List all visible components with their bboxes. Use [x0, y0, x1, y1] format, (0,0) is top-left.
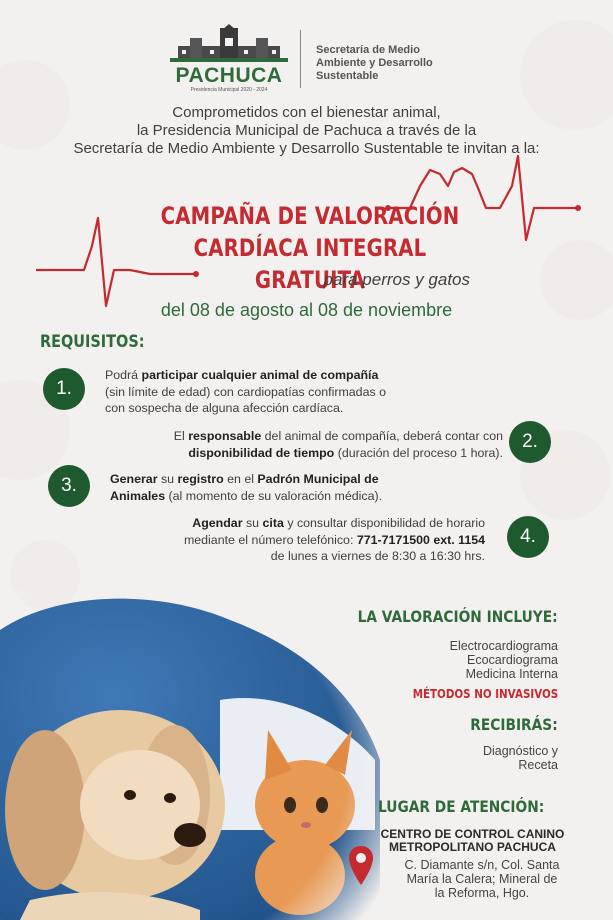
intro-line: Secretaría de Medio Ambiente y Desarrollo Sustentable te invitan a la:: [73, 140, 540, 157]
logo-department: [316, 44, 456, 83]
body-text: El: [173, 429, 189, 443]
emphasis-text: 771-7171500 ext. 1154: [356, 532, 485, 547]
location-name-line: METROPOLITANO PACHUCA: [389, 840, 556, 854]
body-text: su: [242, 516, 263, 530]
body-text: del animal de compañía, deberá contar con: [261, 429, 503, 443]
emphasis-text: Agendar: [192, 516, 243, 530]
requirements-heading: REQUISITOS:: [40, 332, 145, 352]
includes-list: [358, 639, 558, 681]
step-number: 1.: [43, 368, 85, 410]
requirement-item: [120, 515, 485, 565]
receive-heading: RECIBIRÁS:: [470, 715, 558, 734]
logo-divider: [300, 30, 301, 88]
includes-item: Medicina Interna: [465, 667, 558, 681]
dog-and-cat-photo: [0, 590, 380, 920]
step-number: 3.: [48, 465, 90, 507]
city-skyline-logo: [170, 24, 288, 64]
logo-city-name: PACHUCA: [175, 64, 283, 87]
emphasis-text: Generar: [110, 472, 158, 486]
campaign-title-line: CARDÍACA INTEGRAL GRATUITA: [193, 234, 427, 294]
logo-department-line: Secretaría de Medio: [316, 44, 420, 56]
emphasis-text: registro: [177, 472, 224, 486]
location-heading: LUGAR DE ATENCIÓN:: [378, 797, 545, 816]
includes-item: Electrocardiograma: [449, 639, 558, 653]
non-invasive-note: MÉTODOS NO INVASIVOS: [412, 687, 558, 701]
body-text: (al momento de su valoración médica).: [165, 488, 383, 503]
body-text: Podrá: [105, 368, 142, 382]
step-number: 4.: [507, 516, 549, 558]
body-text: su: [157, 472, 178, 486]
campaign-dates: del 08 de agosto al 08 de noviembre: [160, 300, 453, 320]
logo-department-line: Ambiente y Desarrollo: [316, 57, 433, 69]
body-text: (duración del proceso 1 hora).: [334, 445, 503, 460]
location-pin-icon: [348, 845, 374, 887]
address-line: la Reforma, Hgo.: [434, 886, 530, 900]
requirement-item: [110, 471, 470, 504]
body-text: (sin límite de edad) con cardiopatías confirmadas o: [105, 384, 386, 399]
logo-department-line: Sustentable: [316, 70, 379, 82]
address-line: María la Calera; Mineral de: [406, 872, 558, 886]
receive-item: Diagnóstico y: [482, 744, 558, 758]
intro-line: Comprometidos con el bienestar animal,: [172, 104, 441, 121]
emphasis-text: Animales: [110, 488, 166, 503]
location-name-line: CENTRO DE CONTROL CANINO: [380, 827, 565, 841]
body-text: mediante el número telefónico:: [183, 532, 357, 547]
campaign-subtitle: para perros y gatos: [323, 270, 470, 289]
intro-line: la Presidencia Municipal de Pachuca a través de la: [136, 122, 477, 139]
emphasis-text: disponibilidad de tiempo: [188, 445, 335, 460]
logo-term: Presidencia Municipal 2020 - 2024: [190, 87, 268, 93]
body-text: con sospecha de alguna afección cardíaca.: [105, 401, 344, 415]
body-text: y consultar disponibilidad de horario: [283, 516, 485, 530]
location-name: [370, 828, 575, 854]
receive-item: Receta: [518, 758, 558, 772]
header-logo: [170, 24, 450, 96]
body-text: en el: [223, 472, 258, 486]
campaign-title-line: CAMPAÑA DE VALORACIÓN: [160, 202, 460, 230]
receive-list: [358, 744, 558, 772]
requirement-item: [120, 428, 503, 461]
step-number: 2.: [509, 421, 551, 463]
address-line: C. Diamante s/n, Col. Santa: [404, 858, 560, 872]
includes-item: Ecocardiograma: [466, 653, 558, 667]
location-address: [382, 858, 582, 900]
includes-heading: LA VALORACIÓN INCLUYE:: [357, 607, 558, 626]
requirement-item: [105, 367, 435, 417]
emphasis-text: responsable: [188, 429, 262, 443]
emphasis-text: Padrón Municipal de: [257, 472, 379, 486]
body-text: de lunes a viernes de 8:30 a 16:30 hrs.: [270, 549, 485, 563]
emphasis-text: cita: [262, 516, 284, 530]
emphasis-text: participar cualquier animal de compañía: [141, 368, 379, 382]
